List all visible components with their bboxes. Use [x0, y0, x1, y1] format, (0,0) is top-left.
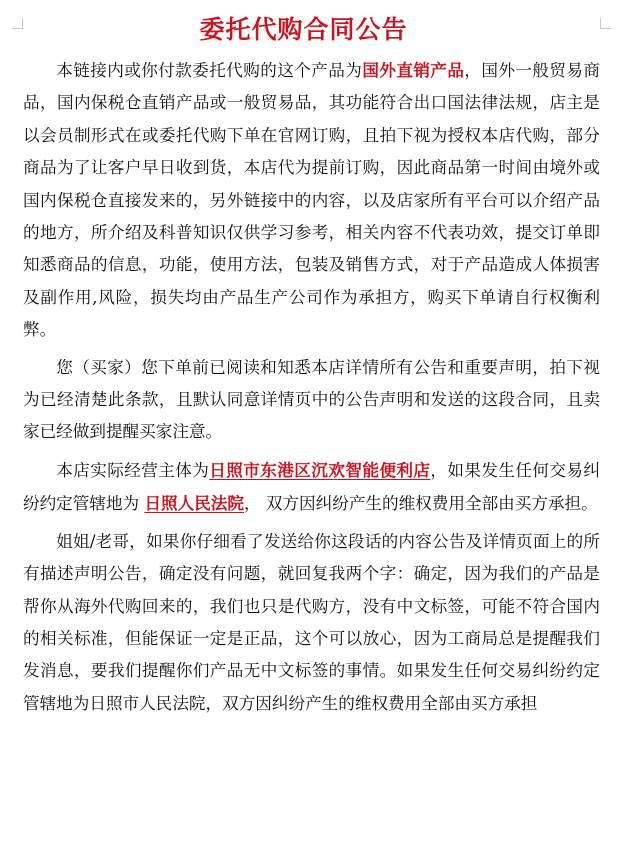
paragraph-confirmation-request: [23, 526, 600, 720]
document-body: [23, 12, 600, 725]
paragraph-product-notice: [23, 54, 600, 347]
paragraph-1-intro: 本链接内或你付款委托代购的这个产品为: [56, 61, 363, 80]
paragraph-jurisdiction: [23, 454, 600, 521]
paragraph-1-body: ，国外一般贸易商品，国内保税仓直销产品或一般贸易品，其功能符合出口国法律法规，店主是以会员制形式在或委托代购下单在官网订购，且拍下视为授权本店代购，部分商品为了让客户早日收到货，本店代为提前订购，因此商品第一时间由境外或国内保税仓直接发来的，另外链接中的内容，以及店家所有平台可以介绍产品的地方，所介绍及科普知识仅供学习参考，相关内容不代表功效，提交订单即知悉商品的信息，功能，使用方法，包装及销售方式，对于产品造成人体损害及副作用,风险，损失均由产品生产公司作为承担方，购买下单请自行权衡利弊。: [23, 61, 601, 340]
business-entity-name: 日照市东港区沉欢智能便利店: [209, 459, 431, 480]
paragraph-3-middle: ，如果发生任何交易纠纷约定管辖地为: [23, 460, 601, 514]
paragraph-3-end: ， 双方因纠纷产生的维权费用全部由买方承担。: [244, 494, 598, 514]
paragraph-4-text: 姐姐/老哥，如果你仔细看了发送给你这段话的内容公告及详情页面上的所有描述声明公告，确定没有问题，就回复我两个字：确定，因为我们的产品是帮你从海外代购回来的，我们也只是代购方，没有中文标签，可能不符合国内的相关标准，但能保证一定是正品，这个可以放心，因为工商局总是提醒我们发消息，要我们提醒你们产品无中文标签的事情。如果发生任何交易纠纷约定管辖地为日照市人民法院，双方因纠纷产生的维权费用全部由买方承担: [23, 531, 600, 713]
highlight-product-type: 国外直销产品: [362, 60, 465, 80]
paragraph-3-intro: 本店实际经营主体为: [56, 460, 210, 480]
document-title: 委托代购合同公告: [199, 15, 408, 44]
page-corner-mark-right: [600, 18, 611, 29]
paragraph-2-text: 您（买家）您下单前已阅读和知悉本店详情所有公告和重要声明，拍下视为已经清楚此条款，且默认同意详情页中的公告声明和发送的这段合同，且卖家已经做到提醒买家注意。: [23, 357, 600, 442]
paragraph-buyer-acknowledgement: [23, 352, 600, 449]
court-name: 日照人民法院: [144, 493, 244, 514]
